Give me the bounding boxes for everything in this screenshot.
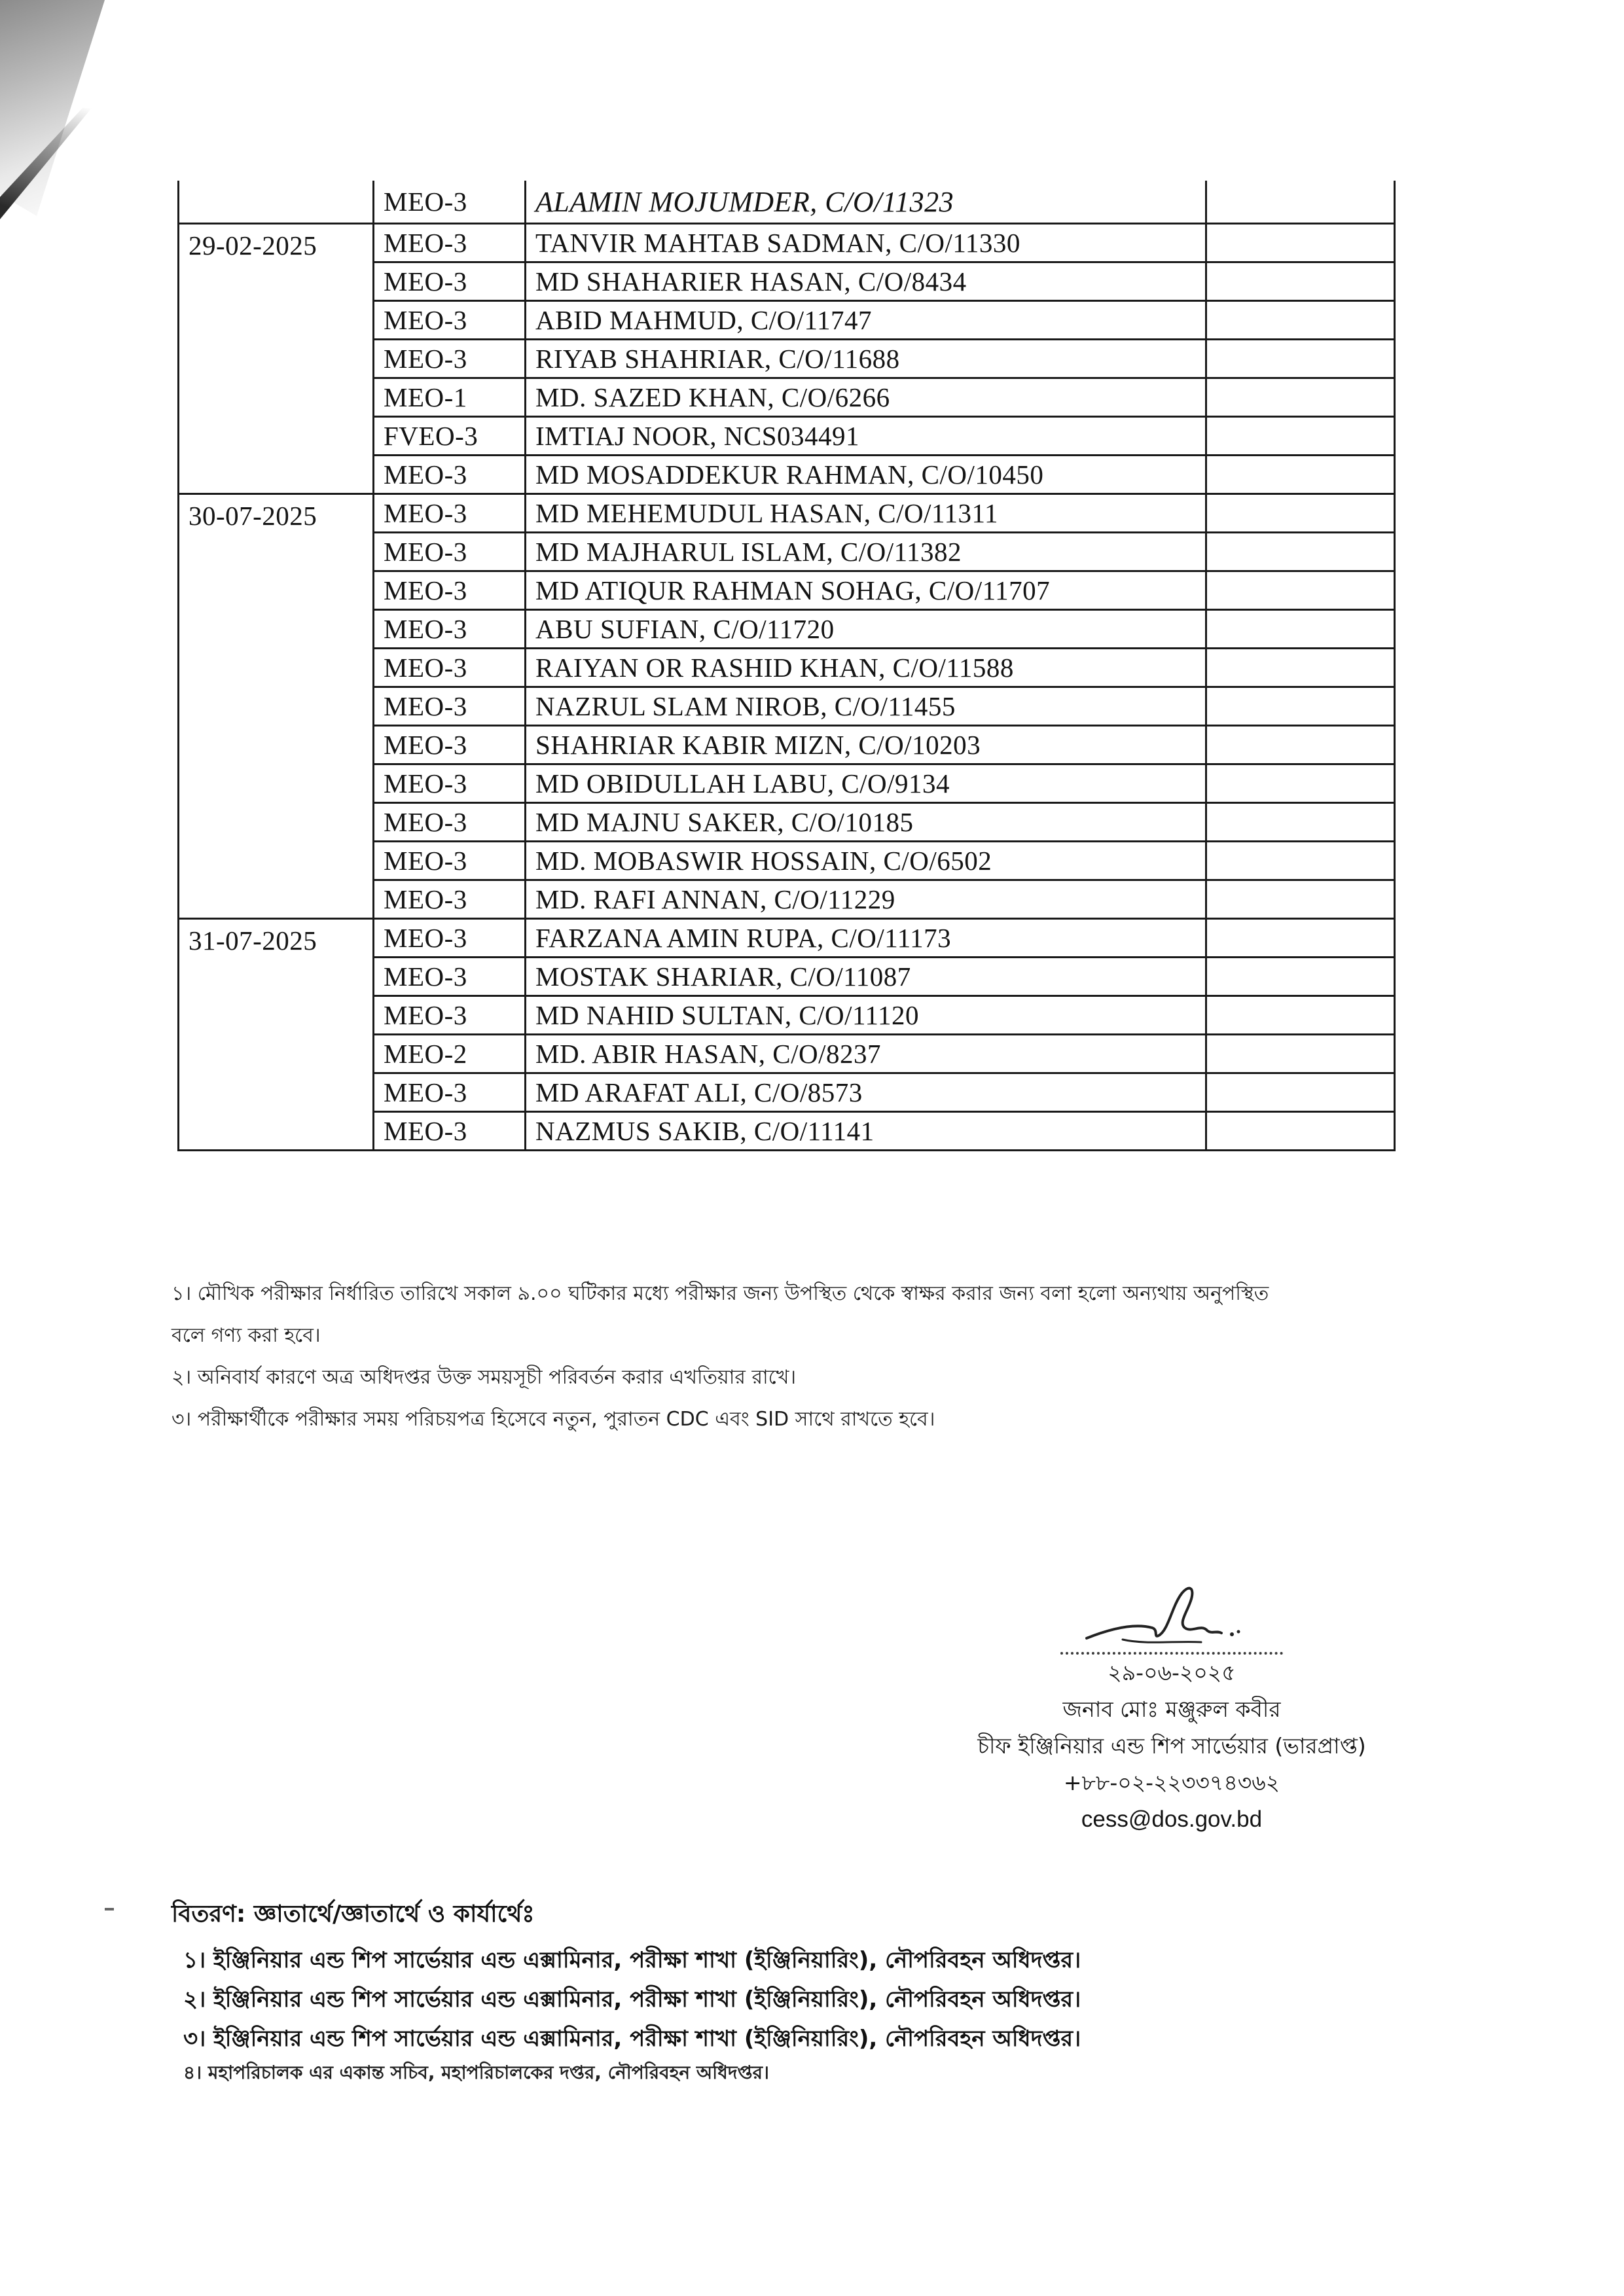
signature-cell	[1206, 880, 1395, 919]
candidate-name-cell: SHAHRIAR KABIR MIZN, C/O/10203	[526, 726, 1206, 764]
candidate-name-cell: MD MAJNU SAKER, C/O/10185	[526, 803, 1206, 842]
scan-speck	[105, 1908, 114, 1910]
candidate-name-cell: MD MOSADDEKUR RAHMAN, C/O/10450	[526, 456, 1206, 494]
note-line: ৩। পরীক্ষার্থীকে পরীক্ষার সময় পরিচয়পত্র হিসেবে নতুন, পুরাতন CDC এবং SID সাথে রাখতে হবে।	[171, 1408, 935, 1431]
signature-cell	[1206, 571, 1395, 610]
candidate-name-cell: RIYAB SHAHRIAR, C/O/11688	[526, 340, 1206, 378]
candidate-name-cell: MD MAJHARUL ISLAM, C/O/11382	[526, 533, 1206, 571]
exam-schedule-table	[177, 181, 1396, 1151]
signature-cell	[1206, 726, 1395, 764]
candidate-name-cell: IMTIAJ NOOR, NCS034491	[526, 417, 1206, 456]
signature-cell	[1206, 919, 1395, 958]
signature-cell	[1206, 1073, 1395, 1112]
exam-date-cell	[179, 181, 374, 224]
signature-cell	[1206, 958, 1395, 996]
rank-cell: MEO-3	[374, 919, 526, 958]
signature-cell	[1206, 378, 1395, 417]
exam-schedule-body	[179, 181, 1395, 1151]
signature-cell	[1206, 687, 1395, 726]
rank-cell: MEO-3	[374, 340, 526, 378]
rank-cell: MEO-3	[374, 687, 526, 726]
candidate-name-cell: TANVIR MAHTAB SADMAN, C/O/11330	[526, 224, 1206, 262]
table-row	[179, 919, 1395, 958]
candidate-name-cell: MD MEHEMUDUL HASAN, C/O/11311	[526, 494, 1206, 533]
signature-cell	[1206, 456, 1395, 494]
rank-cell: MEO-3	[374, 649, 526, 687]
signature-cell	[1206, 533, 1395, 571]
rank-cell: MEO-3	[374, 494, 526, 533]
candidate-name-cell: MOSTAK SHARIAR, C/O/11087	[526, 958, 1206, 996]
candidate-name-cell: ABU SUFIAN, C/O/11720	[526, 610, 1206, 649]
signature-cell	[1206, 417, 1395, 456]
signature-cell	[1206, 301, 1395, 340]
candidate-name-cell: NAZRUL SLAM NIROB, C/O/11455	[526, 687, 1206, 726]
candidate-name-cell: MD OBIDULLAH LABU, C/O/9134	[526, 764, 1206, 803]
note-line: বলে গণ্য করা হবে।	[171, 1324, 321, 1347]
rank-cell: MEO-3	[374, 224, 526, 262]
signature-block	[871, 1568, 1473, 1838]
rank-cell: MEO-3	[374, 996, 526, 1035]
candidate-name-cell: FARZANA AMIN RUPA, C/O/11173	[526, 919, 1206, 958]
exam-date-cell: 30-07-2025	[179, 494, 374, 919]
candidate-name-cell: MD. SAZED KHAN, C/O/6266	[526, 378, 1206, 417]
signature-cell	[1206, 1035, 1395, 1073]
candidate-name-cell: MD. ABIR HASAN, C/O/8237	[526, 1035, 1206, 1073]
signatory-designation: চীফ ইঞ্জিনিয়ার এন্ড শিপ সার্ভেয়ার (ভারপ্রাপ্ত)	[977, 1733, 1366, 1759]
distribution-item: ১। ইঞ্জিনিয়ার এন্ড শিপ সার্ভেয়ার এন্ড এক্সামিনার, পরীক্ষা শাখা (ইঞ্জিনিয়ারিং), নৌপরিবহন অধিদপ্তর।	[183, 1947, 1081, 1973]
rank-cell: MEO-3	[374, 571, 526, 610]
signature-cell	[1206, 803, 1395, 842]
signatory-phone: +৮৮-০২-২২৩৩৭৪৩৬২	[1063, 1770, 1280, 1795]
signature-cell	[1206, 262, 1395, 301]
signature-cell	[1206, 494, 1395, 533]
candidate-name-cell: MD ATIQUR RAHMAN SOHAG, C/O/11707	[526, 571, 1206, 610]
rank-cell: MEO-3	[374, 1073, 526, 1112]
signatory-name: জনাব মোঃ মঞ্জুরুল কবীর	[1062, 1696, 1281, 1722]
rank-cell: MEO-3	[374, 726, 526, 764]
handwritten-signature	[1060, 1568, 1283, 1656]
candidate-name-cell: RAIYAN OR RASHID KHAN, C/O/11588	[526, 649, 1206, 687]
rank-cell: MEO-3	[374, 610, 526, 649]
rank-cell: FVEO-3	[374, 417, 526, 456]
signature-cell	[1206, 181, 1395, 224]
rank-cell: MEO-3	[374, 880, 526, 919]
note-line: ২। অনিবার্য কারণে অত্র অধিদপ্তর উক্ত সময়সূচী পরিবর্তন করার এখতিয়ার রাখে।	[171, 1366, 797, 1389]
table-row	[179, 181, 1395, 224]
candidate-name-cell: ABID MAHMUD, C/O/11747	[526, 301, 1206, 340]
signature-cell	[1206, 842, 1395, 880]
signature-cell	[1206, 649, 1395, 687]
rank-cell: MEO-3	[374, 842, 526, 880]
rank-cell: MEO-3	[374, 456, 526, 494]
rank-cell: MEO-3	[374, 803, 526, 842]
signature-cell	[1206, 996, 1395, 1035]
signatory-email: cess@dos.gov.bd	[1081, 1806, 1263, 1832]
signature-cell	[1206, 764, 1395, 803]
signature-cell	[1206, 340, 1395, 378]
candidate-name-cell: MD. RAFI ANNAN, C/O/11229	[526, 880, 1206, 919]
candidate-name-cell: MD SHAHARIER HASAN, C/O/8434	[526, 262, 1206, 301]
rank-cell: MEO-3	[374, 262, 526, 301]
candidate-name-cell: MD. MOBASWIR HOSSAIN, C/O/6502	[526, 842, 1206, 880]
rank-cell: MEO-3	[374, 764, 526, 803]
note-line: ১। মৌখিক পরীক্ষার নির্ধারিত তারিখে সকাল ৯.০০ ঘটিকার মধ্যে পরীক্ষার জন্য উপস্থিত থেকে স্বাক্ষর করার জন্য বলা হলো অন্যথায় অনুপস্থিত	[171, 1282, 1269, 1305]
candidate-name-cell: ALAMIN MOJUMDER, C/O/11323	[526, 181, 1206, 224]
rank-cell: MEO-3	[374, 958, 526, 996]
rank-cell: MEO-3	[374, 533, 526, 571]
distribution-item: ৪। মহাপরিচালক এর একান্ত সচিব, মহাপরিচালকের দপ্তর, নৌপরিবহন অধিদপ্তর।	[183, 2062, 769, 2083]
candidate-name-cell: NAZMUS SAKIB, C/O/11141	[526, 1112, 1206, 1151]
table-row	[179, 494, 1395, 533]
rank-cell: MEO-3	[374, 181, 526, 224]
rank-cell: MEO-3	[374, 1112, 526, 1151]
distribution-item: ৩। ইঞ্জিনিয়ার এন্ড শিপ সার্ভেয়ার এন্ড এক্সামিনার, পরীক্ষা শাখা (ইঞ্জিনিয়ারিং), নৌপরিবহন অধিদপ্তর।	[183, 2026, 1081, 2052]
rank-cell: MEO-2	[374, 1035, 526, 1073]
instruction-notes	[171, 1273, 1396, 1441]
signature-date: ২৯-০৬-২০২৫	[1108, 1660, 1236, 1685]
table-row	[179, 224, 1395, 262]
exam-date-cell: 29-02-2025	[179, 224, 374, 494]
rank-cell: MEO-3	[374, 301, 526, 340]
distribution-item: ২। ইঞ্জিনিয়ার এন্ড শিপ সার্ভেয়ার এন্ড এক্সামিনার, পরীক্ষা শাখা (ইঞ্জিনিয়ারিং), নৌপরিবহন অধিদপ্তর।	[183, 1986, 1081, 2013]
distribution-list	[171, 1895, 1415, 2087]
distribution-heading: বিতরণ: জ্ঞাতার্থে/জ্ঞাতার্থে ও কার্যার্থেঃ	[171, 1901, 535, 1928]
signature-cell	[1206, 610, 1395, 649]
candidate-name-cell: MD ARAFAT ALI, C/O/8573	[526, 1073, 1206, 1112]
exam-date-cell: 31-07-2025	[179, 919, 374, 1151]
signature-cell	[1206, 224, 1395, 262]
rank-cell: MEO-1	[374, 378, 526, 417]
candidate-name-cell: MD NAHID SULTAN, C/O/11120	[526, 996, 1206, 1035]
signature-cell	[1206, 1112, 1395, 1151]
